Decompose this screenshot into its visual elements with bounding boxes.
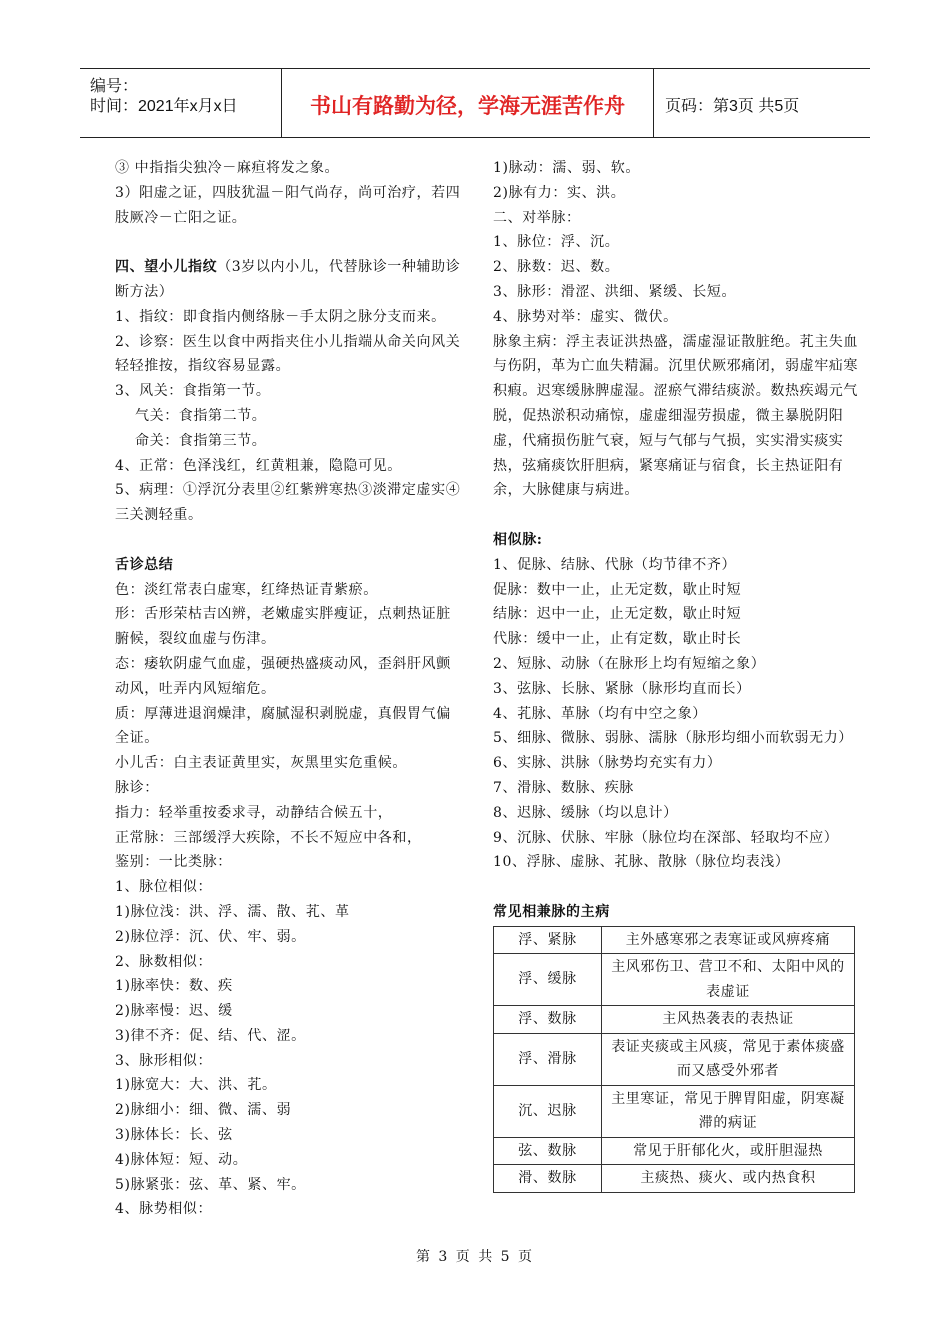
line-text: 质：厚薄进退润燥津，腐腻湿积剥脱虚，真假胃气偏全证。	[115, 705, 451, 747]
table-row	[494, 1085, 855, 1137]
pulse-combination: 浮、数脉	[494, 1006, 602, 1034]
line-text: 3、脉形：滑涩、洪细、紧缓、长短。	[493, 283, 737, 300]
text-line	[493, 206, 863, 231]
line-text: 1)脉宽大：大、洪、芤。	[115, 1077, 277, 1094]
text-line	[115, 850, 465, 875]
table-row	[494, 1137, 855, 1165]
blank-line	[115, 230, 465, 255]
table-row	[494, 1033, 855, 1085]
line-text: 3）阳虚之证，四肢犹温－阳气尚存，尚可治疗，若四肢厥冷－亡阳之证。	[115, 184, 461, 226]
document-number-label: 编号：	[90, 78, 139, 95]
heading-text: 四、望小儿指纹	[115, 259, 218, 276]
line-text: 命关：食指第三节。	[135, 432, 267, 449]
header-motto: 书山有路勤为径，学海无涯苦作舟	[310, 95, 625, 118]
text-line	[493, 627, 863, 652]
table-row	[494, 954, 855, 1006]
line-text: 2、诊察：医生以食中两指夹住小儿指端从命关向风关轻轻推按，指纹容易显露。	[115, 333, 461, 375]
blank-line	[493, 875, 863, 900]
text-line	[493, 652, 863, 677]
line-text: 2、脉数相似：	[115, 953, 213, 970]
text-line	[493, 677, 863, 702]
line-text: 2)脉有力：实、洪。	[493, 184, 626, 201]
line-text: 1、促脉、结脉、代脉（均节律不齐）	[493, 556, 737, 573]
blank-line	[493, 503, 863, 528]
table-row	[494, 926, 855, 954]
line-text: 1、脉位：浮、沉。	[493, 234, 620, 251]
header-motto-cell	[281, 69, 654, 137]
line-text: 8、迟脉、缓脉（均以息计）	[493, 804, 678, 821]
text-line	[493, 826, 863, 851]
right-column	[493, 156, 863, 1193]
text-line	[115, 900, 465, 925]
line-text: 4、芤脉、革脉（均有中空之象）	[493, 705, 707, 722]
section-heading	[493, 528, 863, 553]
line-text: 代脉：缓中一止，止有定数，歇止时长	[493, 631, 742, 648]
line-text: 1、指纹：即食指内侧络脉－手太阴之脉分支而来。	[115, 308, 446, 325]
blank-line	[115, 528, 465, 553]
line-text: 鉴别：一比类脉：	[115, 854, 232, 871]
text-line	[115, 925, 465, 950]
page-footer: 第 3 页 共 5 页	[415, 1249, 535, 1265]
line-text: 3)律不齐：促、结、代、涩。	[115, 1027, 306, 1044]
document-date: 时间：2021年x月x日	[90, 98, 238, 115]
text-line	[115, 478, 465, 528]
header-page-cell	[653, 69, 870, 137]
line-text: 气关：食指第二节。	[135, 407, 267, 424]
text-line	[493, 751, 863, 776]
text-line	[493, 602, 863, 627]
line-text: 小儿舌：白主表证黄里实，灰黑里实危重候。	[115, 755, 407, 772]
combined-pulse-table	[493, 926, 855, 1193]
main-disease: 主风邪伤卫、营卫不和、太阳中风的表虚证	[602, 954, 855, 1006]
text-line	[115, 652, 465, 702]
text-line	[115, 1024, 465, 1049]
text-line	[493, 578, 863, 603]
heading-text: 舌诊总结	[115, 556, 174, 573]
pulse-combination: 滑、数脉	[494, 1165, 602, 1193]
line-text: 2、脉数：迟、数。	[493, 259, 620, 276]
text-line	[115, 950, 465, 975]
pulse-combination: 浮、缓脉	[494, 954, 602, 1006]
line-text: 3、风关：食指第一节。	[115, 383, 271, 400]
line-text: 色：淡红常表白虚寒，红绛热证青紫瘀。	[115, 581, 378, 598]
table-title: 常见相兼脉的主病	[493, 903, 610, 920]
line-text: 1、脉位相似：	[115, 879, 213, 896]
text-line	[493, 330, 863, 504]
line-text: 正常脉：三部缓浮大疾除，不长不短应中各和，	[115, 829, 422, 846]
line-text: 2)脉率慢：迟、缓	[115, 1003, 233, 1020]
line-text: 1)脉动：濡、弱、软。	[493, 160, 640, 176]
line-text: 形：舌形荣枯吉凶辨，老嫩虚实胖瘦证，点刺热证脏腑候，裂纹血虚与伤津。	[115, 606, 451, 648]
line-text: 促脉：数中一止，止无定数，歇止时短	[493, 581, 742, 598]
pulse-combination: 浮、紧脉	[494, 926, 602, 954]
line-text: 2)脉细小：细、微、濡、弱	[115, 1102, 292, 1119]
pulse-combination: 弦、数脉	[494, 1137, 602, 1165]
line-text: 二、对举脉：	[493, 209, 581, 226]
header-meta-cell	[80, 69, 280, 137]
line-text: 9、沉脉、伏脉、牢脉（脉位均在深部、轻取均不应）	[493, 829, 839, 846]
line-text: 3)脉体长：长、弦	[115, 1127, 233, 1144]
text-line	[493, 726, 863, 751]
table-row	[494, 1165, 855, 1193]
text-line	[115, 305, 465, 330]
text-line	[493, 230, 863, 255]
text-line	[115, 1123, 465, 1148]
line-text: 1)脉位浅：洪、浮、濡、散、芤、革	[115, 903, 350, 920]
text-line	[493, 305, 863, 330]
text-line	[493, 181, 863, 206]
text-line	[115, 875, 465, 900]
text-line	[115, 156, 465, 181]
text-line	[115, 702, 465, 752]
line-text: 4)脉体短：短、动。	[115, 1151, 248, 1168]
left-column	[115, 156, 465, 1222]
text-line	[115, 999, 465, 1024]
text-line	[115, 602, 465, 652]
section-heading	[115, 255, 465, 305]
main-disease: 主痰热、痰火、或内热食积	[602, 1165, 855, 1193]
line-text: 3、脉形相似：	[115, 1052, 213, 1069]
line-text: 3、弦脉、长脉、紧脉（脉形均直而长）	[493, 680, 751, 697]
line-text: 脉象主病：浮主表证洪热盛，濡虚湿证散脏绝。芤主失血与伤阴，革为亡血失精漏。沉里伏厥邪痛闭，弱虚牢疝寒积瘕。迟寒缓脉脾虚湿。涩瘀气滞结痰淤。数热疾竭元气脱，促热淤积动痛惊，虚虚细湿劳损虚，微主暴脱阴阳虚，代痛损伤脏气衰，短与气郁与气损，实实滑实痰实热，弦痛痰饮肝胆病，紧寒痛证与宿食，长主热证阳有余，大脉健康与病进。	[493, 333, 858, 499]
text-line	[115, 776, 465, 801]
text-line	[115, 429, 465, 454]
document-header	[80, 68, 870, 138]
text-line	[115, 330, 465, 380]
table-row	[494, 1006, 855, 1034]
main-disease: 主外感寒邪之表寒证或风痹疼痛	[602, 926, 855, 954]
text-line	[493, 776, 863, 801]
text-line	[115, 578, 465, 603]
text-line	[493, 850, 863, 875]
main-disease: 表证夹痰或主风痰，常见于素体痰盛而又感受外邪者	[602, 1033, 855, 1085]
text-line	[493, 156, 863, 181]
line-text: 1)脉率快：数、疾	[115, 978, 233, 995]
text-line	[115, 1073, 465, 1098]
line-text: 指力：轻举重按委求寻，动静结合候五十，	[115, 804, 393, 821]
text-line	[115, 801, 465, 826]
line-text: 6、实脉、洪脉（脉势均充实有力）	[493, 755, 722, 772]
text-line	[493, 553, 863, 578]
line-text: 5)脉紧张：弦、革、紧、牢。	[115, 1176, 306, 1193]
text-line	[115, 974, 465, 999]
text-line	[115, 1148, 465, 1173]
pulse-combination: 浮、滑脉	[494, 1033, 602, 1085]
main-disease: 主风热袭表的表热证	[602, 1006, 855, 1034]
text-line	[115, 404, 465, 429]
main-disease: 常见于肝郁化火，或肝胆湿热	[602, 1137, 855, 1165]
line-text: 4、脉势相似：	[115, 1201, 213, 1218]
pulse-combination: 沉、迟脉	[494, 1085, 602, 1137]
line-text: 2、短脉、动脉（在脉形上均有短缩之象）	[493, 655, 766, 672]
line-text: 5、细脉、微脉、弱脉、濡脉（脉形均细小而软弱无力）	[493, 730, 853, 747]
line-text: 脉诊：	[115, 779, 159, 796]
right-column-text	[493, 156, 863, 900]
line-text: 2)脉位浮：沉、伏、牢、弱。	[115, 928, 306, 945]
line-text: 5、病理：①浮沉分表里②红紫辨寒热③淡滞定虚实④三关测轻重。	[115, 482, 461, 524]
text-line	[493, 280, 863, 305]
line-text: 4、正常：色泽浅红，红黄粗兼，隐隐可见。	[115, 457, 402, 474]
text-line	[115, 1197, 465, 1222]
text-line	[115, 454, 465, 479]
text-line	[493, 801, 863, 826]
line-text: 结脉：迟中一止，止无定数，歇止时短	[493, 606, 742, 623]
line-text: 10、浮脉、虚脉、芤脉、散脉（脉位均表浅）	[493, 854, 790, 871]
heading-note: （3岁以内小儿，代替脉诊一种辅助诊断方法）	[115, 259, 461, 300]
main-disease: 主里寒证，常见于脾胃阳虚，阴寒凝滞的病证	[602, 1085, 855, 1137]
text-line	[115, 379, 465, 404]
text-line	[493, 702, 863, 727]
line-text: 4、脉势对举：虚实、微伏。	[493, 308, 678, 325]
section-heading	[115, 553, 465, 578]
text-line	[493, 255, 863, 280]
text-line	[115, 751, 465, 776]
text-line	[115, 826, 465, 851]
text-line	[115, 1049, 465, 1074]
text-line	[115, 181, 465, 231]
header-page-number: 页码：第3页 共5页	[665, 98, 800, 115]
line-text: ③ 中指指尖独冷－麻疸将发之象。	[115, 160, 340, 176]
text-line	[115, 1173, 465, 1198]
heading-text: 相似脉:	[493, 531, 543, 548]
line-text: 态：痿软阴虚气血虚，强硬热盛痰动风，歪斜肝风颤动风，吐弄内风短缩危。	[115, 655, 451, 697]
line-text: 7、滑脉、数脉、疾脉	[493, 779, 634, 796]
text-line	[115, 1098, 465, 1123]
